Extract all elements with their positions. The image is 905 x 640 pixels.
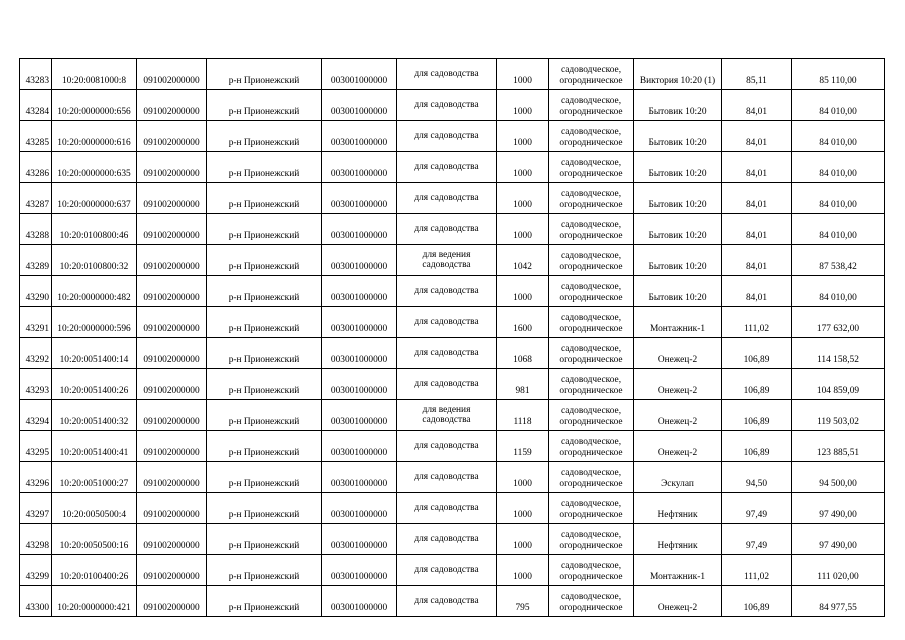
cadastral-value-cell: 84 977,55	[792, 586, 885, 617]
specific-value-cell: 84,01	[722, 183, 792, 214]
district-cell: р-н Прионежский	[207, 121, 322, 152]
table-row	[20, 90, 885, 121]
partnership-name-cell: Нефтяник	[634, 524, 722, 555]
category-code-cell: 003001000000	[322, 183, 397, 214]
permitted-use-cell: для садоводства	[397, 214, 497, 245]
specific-value-cell: 97,49	[722, 493, 792, 524]
purpose-cell: садоводческое, огородническое	[549, 586, 634, 617]
purpose-cell: садоводческое, огородническое	[549, 121, 634, 152]
purpose-cell: садоводческое, огородническое	[549, 462, 634, 493]
category-code-cell: 003001000000	[322, 121, 397, 152]
cadastral-number-cell: 10:20:0000000:637	[52, 183, 137, 214]
cadastral-number-cell: 10:20:0050500:16	[52, 524, 137, 555]
specific-value-cell: 85,11	[722, 59, 792, 90]
partnership-name-cell: Онежец-2	[634, 369, 722, 400]
partnership-name-cell: Бытовик 10:20	[634, 183, 722, 214]
category-code-cell: 003001000000	[322, 276, 397, 307]
cadastral-number-cell: 10:20:0051400:32	[52, 400, 137, 431]
district-cell: р-н Прионежский	[207, 59, 322, 90]
row-number-cell: 43289	[20, 245, 52, 276]
okato-code-cell: 091002000000	[137, 276, 207, 307]
table-row	[20, 214, 885, 245]
permitted-use-cell: для садоводства	[397, 524, 497, 555]
table-row	[20, 400, 885, 431]
purpose-cell: садоводческое, огородническое	[549, 369, 634, 400]
area-cell: 1042	[497, 245, 549, 276]
table-row	[20, 276, 885, 307]
permitted-use-cell: для садоводства	[397, 369, 497, 400]
partnership-name-cell: Виктория 10:20 (1)	[634, 59, 722, 90]
cadastral-number-cell: 10:20:0051400:41	[52, 431, 137, 462]
specific-value-cell: 106,89	[722, 400, 792, 431]
district-cell: р-н Прионежский	[207, 586, 322, 617]
specific-value-cell: 84,01	[722, 276, 792, 307]
row-number-cell: 43296	[20, 462, 52, 493]
okato-code-cell: 091002000000	[137, 369, 207, 400]
cadastral-value-cell: 97 490,00	[792, 493, 885, 524]
okato-code-cell: 091002000000	[137, 183, 207, 214]
specific-value-cell: 84,01	[722, 245, 792, 276]
cadastral-number-cell: 10:20:0000000:596	[52, 307, 137, 338]
category-code-cell: 003001000000	[322, 369, 397, 400]
row-number-cell: 43298	[20, 524, 52, 555]
purpose-cell: садоводческое, огородническое	[549, 524, 634, 555]
cadastral-value-cell: 114 158,52	[792, 338, 885, 369]
cadastral-value-cell: 84 010,00	[792, 276, 885, 307]
area-cell: 1000	[497, 152, 549, 183]
district-cell: р-н Прионежский	[207, 462, 322, 493]
partnership-name-cell: Бытовик 10:20	[634, 90, 722, 121]
specific-value-cell: 106,89	[722, 369, 792, 400]
table-row	[20, 555, 885, 586]
area-cell: 1000	[497, 493, 549, 524]
permitted-use-cell: для садоводства	[397, 493, 497, 524]
partnership-name-cell: Бытовик 10:20	[634, 276, 722, 307]
partnership-name-cell: Нефтяник	[634, 493, 722, 524]
okato-code-cell: 091002000000	[137, 214, 207, 245]
purpose-cell: садоводческое, огородническое	[549, 214, 634, 245]
cadastral-value-cell: 84 010,00	[792, 214, 885, 245]
specific-value-cell: 84,01	[722, 90, 792, 121]
cadastral-number-cell: 10:20:0100800:46	[52, 214, 137, 245]
partnership-name-cell: Бытовик 10:20	[634, 214, 722, 245]
specific-value-cell: 106,89	[722, 338, 792, 369]
purpose-cell: садоводческое, огородническое	[549, 276, 634, 307]
purpose-cell: садоводческое, огородническое	[549, 400, 634, 431]
specific-value-cell: 106,89	[722, 586, 792, 617]
table-row	[20, 586, 885, 617]
purpose-cell: садоводческое, огородническое	[549, 245, 634, 276]
row-number-cell: 43283	[20, 59, 52, 90]
table-row	[20, 431, 885, 462]
specific-value-cell: 97,49	[722, 524, 792, 555]
table-row	[20, 59, 885, 90]
permitted-use-cell: для садоводства	[397, 431, 497, 462]
permitted-use-cell: для садоводства	[397, 152, 497, 183]
purpose-cell: садоводческое, огородническое	[549, 183, 634, 214]
cadastral-value-cell: 97 490,00	[792, 524, 885, 555]
cadastral-value-cell: 104 859,09	[792, 369, 885, 400]
area-cell: 1000	[497, 121, 549, 152]
purpose-cell: садоводческое, огородническое	[549, 555, 634, 586]
cadastral-number-cell: 10:20:0051000:27	[52, 462, 137, 493]
area-cell: 1000	[497, 524, 549, 555]
partnership-name-cell: Бытовик 10:20	[634, 245, 722, 276]
partnership-name-cell: Онежец-2	[634, 400, 722, 431]
permitted-use-cell: для садоводства	[397, 586, 497, 617]
specific-value-cell: 84,01	[722, 214, 792, 245]
row-number-cell: 43287	[20, 183, 52, 214]
specific-value-cell: 111,02	[722, 307, 792, 338]
partnership-name-cell: Монтажник-1	[634, 555, 722, 586]
cadastral-number-cell: 10:20:0100400:26	[52, 555, 137, 586]
row-number-cell: 43299	[20, 555, 52, 586]
cadastral-value-sheet	[19, 58, 884, 617]
cadastral-value-cell: 123 885,51	[792, 431, 885, 462]
cadastral-number-cell: 10:20:0050500:4	[52, 493, 137, 524]
permitted-use-cell: для садоводства	[397, 307, 497, 338]
district-cell: р-н Прионежский	[207, 524, 322, 555]
row-number-cell: 43295	[20, 431, 52, 462]
category-code-cell: 003001000000	[322, 307, 397, 338]
okato-code-cell: 091002000000	[137, 431, 207, 462]
okato-code-cell: 091002000000	[137, 338, 207, 369]
area-cell: 1000	[497, 276, 549, 307]
area-cell: 1068	[497, 338, 549, 369]
category-code-cell: 003001000000	[322, 493, 397, 524]
purpose-cell: садоводческое, огородническое	[549, 59, 634, 90]
partnership-name-cell: Онежец-2	[634, 586, 722, 617]
category-code-cell: 003001000000	[322, 338, 397, 369]
row-number-cell: 43300	[20, 586, 52, 617]
okato-code-cell: 091002000000	[137, 245, 207, 276]
permitted-use-cell: для садоводства	[397, 183, 497, 214]
category-code-cell: 003001000000	[322, 524, 397, 555]
category-code-cell: 003001000000	[322, 462, 397, 493]
area-cell: 1000	[497, 59, 549, 90]
area-cell: 1000	[497, 90, 549, 121]
district-cell: р-н Прионежский	[207, 152, 322, 183]
cadastral-value-table	[19, 58, 885, 617]
cadastral-value-cell: 85 110,00	[792, 59, 885, 90]
row-number-cell: 43288	[20, 214, 52, 245]
area-cell: 1000	[497, 183, 549, 214]
partnership-name-cell: Бытовик 10:20	[634, 152, 722, 183]
cadastral-number-cell: 10:20:0100800:32	[52, 245, 137, 276]
table-body	[20, 59, 885, 617]
permitted-use-cell: для садоводства	[397, 338, 497, 369]
category-code-cell: 003001000000	[322, 152, 397, 183]
row-number-cell: 43292	[20, 338, 52, 369]
cadastral-value-cell: 84 010,00	[792, 152, 885, 183]
table-row	[20, 152, 885, 183]
table-row	[20, 338, 885, 369]
purpose-cell: садоводческое, огородническое	[549, 152, 634, 183]
okato-code-cell: 091002000000	[137, 462, 207, 493]
okato-code-cell: 091002000000	[137, 400, 207, 431]
specific-value-cell: 111,02	[722, 555, 792, 586]
district-cell: р-н Прионежский	[207, 555, 322, 586]
district-cell: р-н Прионежский	[207, 431, 322, 462]
purpose-cell: садоводческое, огородническое	[549, 307, 634, 338]
cadastral-number-cell: 10:20:0000000:635	[52, 152, 137, 183]
cadastral-number-cell: 10:20:0000000:482	[52, 276, 137, 307]
district-cell: р-н Прионежский	[207, 214, 322, 245]
table-row	[20, 121, 885, 152]
cadastral-value-cell: 84 010,00	[792, 183, 885, 214]
cadastral-value-cell: 177 632,00	[792, 307, 885, 338]
table-row	[20, 183, 885, 214]
partnership-name-cell: Монтажник-1	[634, 307, 722, 338]
category-code-cell: 003001000000	[322, 59, 397, 90]
okato-code-cell: 091002000000	[137, 121, 207, 152]
row-number-cell: 43284	[20, 90, 52, 121]
partnership-name-cell: Эскулап	[634, 462, 722, 493]
table-row	[20, 245, 885, 276]
category-code-cell: 003001000000	[322, 245, 397, 276]
district-cell: р-н Прионежский	[207, 369, 322, 400]
category-code-cell: 003001000000	[322, 400, 397, 431]
table-row	[20, 307, 885, 338]
permitted-use-cell: для садоводства	[397, 462, 497, 493]
cadastral-number-cell: 10:20:0051400:14	[52, 338, 137, 369]
area-cell: 1118	[497, 400, 549, 431]
specific-value-cell: 94,50	[722, 462, 792, 493]
partnership-name-cell: Онежец-2	[634, 338, 722, 369]
row-number-cell: 43285	[20, 121, 52, 152]
cadastral-number-cell: 10:20:0081000:8	[52, 59, 137, 90]
table-row	[20, 524, 885, 555]
district-cell: р-н Прионежский	[207, 90, 322, 121]
partnership-name-cell: Онежец-2	[634, 431, 722, 462]
row-number-cell: 43294	[20, 400, 52, 431]
category-code-cell: 003001000000	[322, 431, 397, 462]
category-code-cell: 003001000000	[322, 214, 397, 245]
purpose-cell: садоводческое, огородническое	[549, 90, 634, 121]
row-number-cell: 43286	[20, 152, 52, 183]
purpose-cell: садоводческое, огородническое	[549, 493, 634, 524]
area-cell: 1600	[497, 307, 549, 338]
cadastral-value-cell: 87 538,42	[792, 245, 885, 276]
area-cell: 795	[497, 586, 549, 617]
permitted-use-cell: для садоводства	[397, 90, 497, 121]
cadastral-number-cell: 10:20:0000000:656	[52, 90, 137, 121]
row-number-cell: 43290	[20, 276, 52, 307]
district-cell: р-н Прионежский	[207, 183, 322, 214]
partnership-name-cell: Бытовик 10:20	[634, 121, 722, 152]
row-number-cell: 43297	[20, 493, 52, 524]
okato-code-cell: 091002000000	[137, 555, 207, 586]
permitted-use-cell: для ведения садоводства	[397, 245, 497, 276]
category-code-cell: 003001000000	[322, 555, 397, 586]
cadastral-number-cell: 10:20:0000000:421	[52, 586, 137, 617]
row-number-cell: 43293	[20, 369, 52, 400]
specific-value-cell: 106,89	[722, 431, 792, 462]
okato-code-cell: 091002000000	[137, 152, 207, 183]
category-code-cell: 003001000000	[322, 586, 397, 617]
table-row	[20, 369, 885, 400]
okato-code-cell: 091002000000	[137, 90, 207, 121]
area-cell: 1000	[497, 462, 549, 493]
row-number-cell: 43291	[20, 307, 52, 338]
district-cell: р-н Прионежский	[207, 276, 322, 307]
district-cell: р-н Прионежский	[207, 245, 322, 276]
cadastral-value-cell: 84 010,00	[792, 121, 885, 152]
cadastral-value-cell: 111 020,00	[792, 555, 885, 586]
okato-code-cell: 091002000000	[137, 307, 207, 338]
district-cell: р-н Прионежский	[207, 307, 322, 338]
okato-code-cell: 091002000000	[137, 586, 207, 617]
specific-value-cell: 84,01	[722, 121, 792, 152]
district-cell: р-н Прионежский	[207, 493, 322, 524]
cadastral-number-cell: 10:20:0051400:26	[52, 369, 137, 400]
purpose-cell: садоводческое, огородническое	[549, 338, 634, 369]
permitted-use-cell: для садоводства	[397, 555, 497, 586]
table-row	[20, 462, 885, 493]
district-cell: р-н Прионежский	[207, 400, 322, 431]
permitted-use-cell: для садоводства	[397, 59, 497, 90]
cadastral-value-cell: 84 010,00	[792, 90, 885, 121]
permitted-use-cell: для ведения садоводства	[397, 400, 497, 431]
cadastral-value-cell: 119 503,02	[792, 400, 885, 431]
table-row	[20, 493, 885, 524]
okato-code-cell: 091002000000	[137, 524, 207, 555]
area-cell: 1159	[497, 431, 549, 462]
area-cell: 1000	[497, 214, 549, 245]
district-cell: р-н Прионежский	[207, 338, 322, 369]
okato-code-cell: 091002000000	[137, 493, 207, 524]
area-cell: 1000	[497, 555, 549, 586]
specific-value-cell: 84,01	[722, 152, 792, 183]
cadastral-value-cell: 94 500,00	[792, 462, 885, 493]
okato-code-cell: 091002000000	[137, 59, 207, 90]
permitted-use-cell: для садоводства	[397, 276, 497, 307]
cadastral-number-cell: 10:20:0000000:616	[52, 121, 137, 152]
permitted-use-cell: для садоводства	[397, 121, 497, 152]
category-code-cell: 003001000000	[322, 90, 397, 121]
area-cell: 981	[497, 369, 549, 400]
purpose-cell: садоводческое, огородническое	[549, 431, 634, 462]
